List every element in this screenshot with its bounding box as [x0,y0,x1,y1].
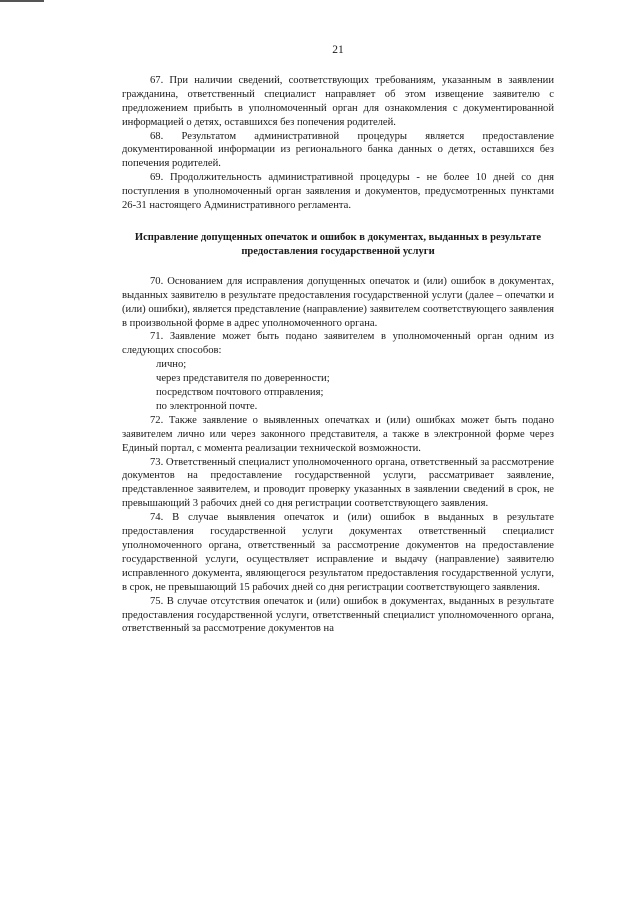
paragraph-71: 71. Заявление может быть подано заявителем в уполномоченный орган одним из следующих способов: [122,331,554,357]
paragraph-73: 73. Ответственный специалист уполномоченного органа, ответственный за рассмотрение документов на предоставление государственной услуги, рассматривает заявление, представленное заявителем, и проводит проверку указанных в заявлении сведений в срок, не превышающий 3 рабочих дней со дня регистрации соответствующего заявления. [122,456,554,510]
paragraph-69: 69. Продолжительность административной процедуры - не более 10 дней со дня поступления в уполномоченный орган заявления и документов, предусмотренных пунктами 26-31 настоящего Административного регламента. [122,172,554,212]
list-item-representative: через представителя по доверенности; [156,373,330,385]
list-item-post: посредством почтового отправления; [156,387,324,399]
document-page [122,44,554,636]
list-item-in-person: лично; [156,359,187,371]
section-heading: Исправление допущенных опечаток и ошибок в документах, выданных в результате предоставления государственной услуги [134,231,542,257]
page-number: 21 [332,44,344,56]
paragraph-70: 70. Основанием для исправления допущенных опечаток и (или) ошибок в документах, выданных заявителю в результате предоставления государственной услуги (далее – опечатки и (или) ошибки), является представление (направление) заявителем соответствующего заявления в произвольной форме в адрес уполномоченного органа. [122,275,554,329]
paragraph-75: 75. В случае отсутствия опечаток и (или) ошибок в документах, выданных в результате предоставления государственной услуги, ответственный специалист уполномоченного органа, ответственный за рассмотрение документов на [122,595,554,635]
paragraph-74: 74. В случае выявления опечаток и (или) ошибок в выданных в результате предоставления государственной услуги документах ответственный специалист уполномоченного органа, ответственный за рассмотрение документов на предоставление государственной услуги, осуществляет исправление и выдачу (направление) заявителю исправленного документа, являющегося результатом предоставления государственной услуги, в срок, не превышающий 15 рабочих дней со дня регистрации соответствующего заявления. [122,512,554,593]
paragraph-67: 67. При наличии сведений, соответствующих требованиям, указанным в заявлении гражданина, ответственный специалист направляет об этом извещение заявителю с предложением прибыть в уполномоченный орган для ознакомления с документированной информацией о детях, оставшихся без попечения родителей. [122,74,554,128]
scan-edge-mark [0,0,44,2]
paragraph-72: 72. Также заявление о выявленных опечатках и (или) ошибках может быть подано заявителем лично или через законного представителя, а также в электронной форме через Единый портал, с момента реализации технической возможности. [122,414,554,454]
list-item-email: по электронной почте. [156,400,258,412]
paragraph-68: 68. Результатом административной процедуры является предоставление документированной информации из регионального банка данных о детях, оставшихся без попечения родителей. [122,130,554,170]
